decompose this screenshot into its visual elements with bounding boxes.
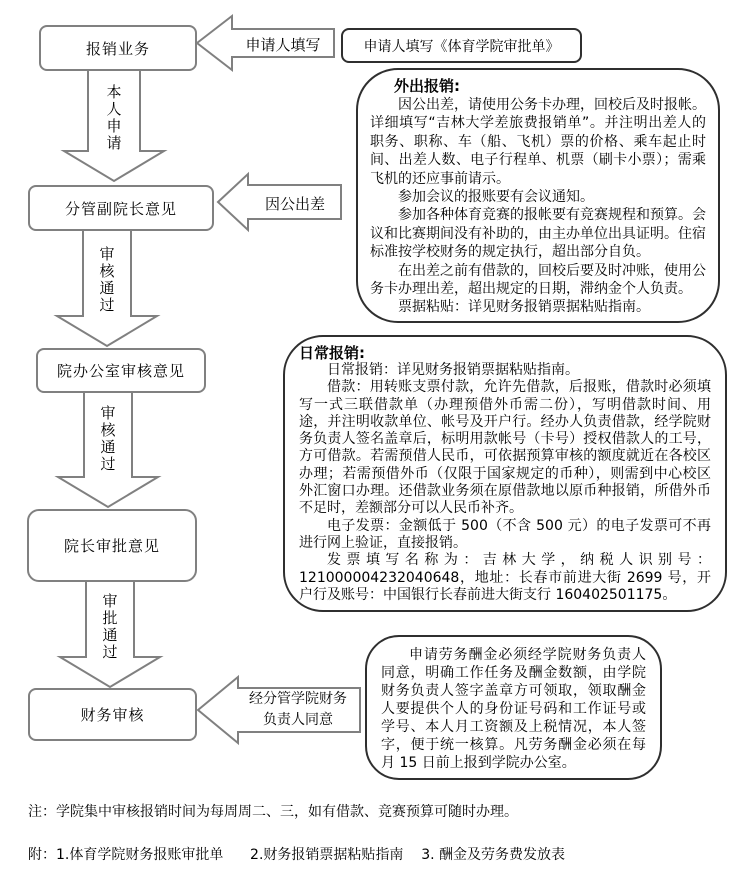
node-vice-dean-opinion: [28, 185, 214, 231]
arrow-label-applicant-fill: 申请人填写: [245, 36, 321, 54]
node-office-review-opinion: [36, 348, 206, 393]
node-reimbursement-business: [39, 25, 197, 71]
info-box-daily: [283, 335, 727, 612]
arrow-label-finance-agree: 经分管学院财务负责人同意: [249, 691, 347, 728]
arrow-label-business-trip: 因公出差: [264, 195, 325, 213]
node-label: 院办公室审核意见: [56, 362, 185, 380]
travel-paragraph: 参加各种体育竞赛的报帐要有竞赛规程和预算。会议和比赛期间没有补助的，由主办单位出具证明。住宿标准按学校财务的规定执行，超出部分自负。: [370, 207, 706, 261]
daily-box-title: 日常报销:: [299, 344, 365, 362]
daily-paragraph: 电子发票：金额低于 500（不含 500 元）的电子发票可不再进行网上验证，直接报销。: [299, 517, 711, 551]
node-label: 财务审核: [80, 706, 145, 724]
info-box-travel: [356, 68, 720, 323]
node-label: 报销业务: [85, 39, 150, 58]
travel-paragraph: 参加会议的报账要有会议通知。: [398, 189, 594, 206]
travel-paragraph: 票据粘贴：详见财务报销票据粘贴指南。: [398, 299, 650, 316]
node-label: 分管副院长意见: [64, 199, 177, 218]
note-line: 注：学院集中审核报销时间为每周周二、三，如有借款、竞赛预算可随时办理。: [28, 804, 518, 820]
info-box-labor: [365, 635, 662, 780]
travel-paragraph: 在出差之前有借款的，回校后要及时冲账，使用公务卡办理出差，超出规定的日期，滞纳金个人负责。: [370, 262, 706, 298]
arrow-label-approve-pass: 审批通过: [102, 592, 118, 661]
travel-box-title: 外出报销:: [394, 77, 460, 95]
node-label: 院长审批意见: [63, 537, 160, 555]
arrow-label-review-pass-1: 审核通过: [99, 245, 115, 314]
attachment-line: 附：1.体育学院财务报账审批单 2.财务报销票据粘贴指南 3. 酬金及劳务费发放表: [28, 847, 566, 863]
form-node-label: 申请人填写《体育学院审批单》: [363, 38, 560, 55]
daily-paragraph: 日常报销：详见财务报销票据粘贴指南。: [327, 362, 579, 378]
node-approval-form: [341, 28, 582, 63]
travel-paragraph: 因公出差，请使用公务卡办理，回校后及时报帐。详细填写“吉林大学差旅费报销单”。并注明出差人的职务、职称、车（船、飞机）票的价格、乘车起止时间、出差人数、电子行程单、机票（刷卡小票）；需乘飞机的还应事前请示。: [370, 97, 706, 187]
node-dean-approval-opinion: [27, 509, 197, 582]
daily-paragraph: 发票填写名称为：吉林大学，纳税人识别号：121000004232040648，地址：长春市前进大街 2699 号，开户行及账号：中国银行长春前进大街支行 160402501175。: [299, 552, 711, 603]
daily-paragraph: 借款：用转账支票付款，允许先借款，后报账，借款时必须填写一式三联借款单（办理预借外币需二份），写明借款时间、用途，并注明收款单位、帐号及开户行。经办人负责借款，经学院财务负责人签名盖章后，标明用款帐号（卡号）授权借款人的工号，方可借款。若需预借人民币，可依据预算审核的额度就近在各校区办理；若需预借外币（仅限于国家规定的币种），则需到中心校区外汇窗口办理。还借款业务须在原借款地以原币种报销，所借外币不足时，差额部分可以人民币补齐。: [299, 379, 711, 517]
labor-paragraph: 申请劳务酬金必须经学院财务负责人同意，明确工作任务及酬金数额，由学院财务负责人签字盖章方可领取，领取酬金人要提供个人的身份证号码和工作证号或学号、本人月工资额及上税情况，本人签字，便于统一核算。凡劳务酬金必须在每月 15 日前上报到学院办公室。: [381, 647, 646, 771]
node-finance-review: [28, 688, 197, 741]
arrow-label-review-pass-2: 审核通过: [100, 404, 116, 473]
arrow-label-self-apply: 本人申请: [106, 83, 122, 152]
